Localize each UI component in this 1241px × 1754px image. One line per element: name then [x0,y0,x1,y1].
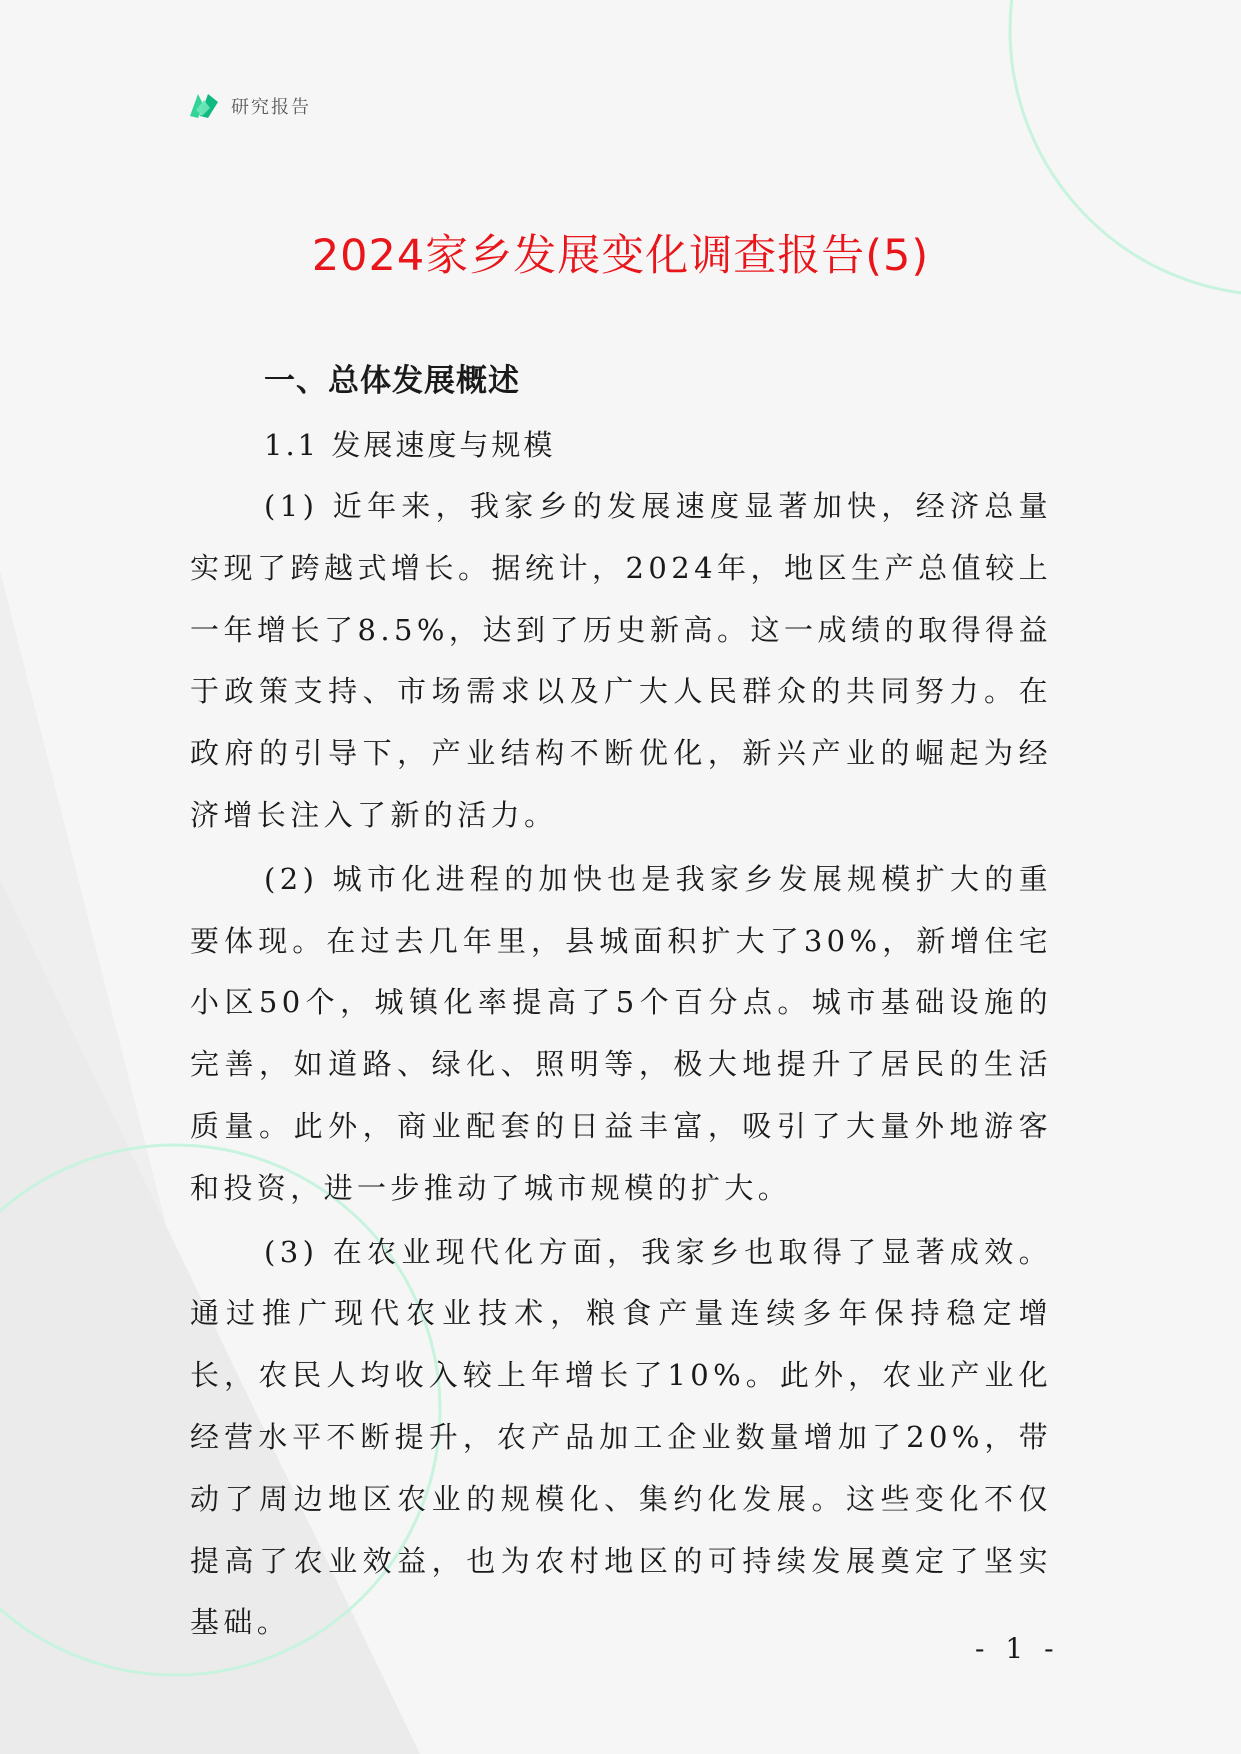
section-heading: 一、总体发展概述 [264,363,520,399]
paragraph-3: (3) 在农业现代化方面，我家乡也取得了显著成效。通过推广现代农业技术，粮食产量连续多年保持稳定增长，农民人均收入较上年增长了10%。此外，农业产业化经营水平不断提升，农产品加工企业数量增加了20%，带动了周边地区农业的规模化、集约化发展。这些变化不仅提高了农业效益，也为农村地区的可持续发展奠定了坚实基础。 [190,1234,1052,1640]
paragraph-1: (1) 近年来，我家乡的发展速度显著加快，经济总量实现了跨越式增长。据统计，2024年，地区生产总值较上一年增长了8.5%，达到了历史新高。这一成绩的取得得益于政策支持、市场需求以及广大人民群众的共同努力。在政府的引导下，产业结构不断优化，新兴产业的崛起为经济增长注入了新的活力。 [190,489,1052,832]
subsection-heading: 1.1 发展速度与规模 [264,428,556,462]
brand-label: 研究报告 [231,97,311,118]
document-body [190,352,1052,1654]
page-number: - 1 - [975,1632,1060,1665]
brand-logo-icon [186,90,222,122]
header-brand [186,90,311,122]
document-title: 2024家乡发展变化调查报告(5) [311,231,930,281]
paragraph-2: (2) 城市化进程的加快也是我家乡发展规模扩大的重要体现。在过去几年里，县城面积扩大了30%，新增住宅小区50个，城镇化率提高了5个百分点。城市基础设施的完善，如道路、绿化、照明等，极大地提升了居民的生活质量。此外，商业配套的日益丰富，吸引了大量外地游客和投资，进一步推动了城市规模的扩大。 [190,861,1052,1205]
